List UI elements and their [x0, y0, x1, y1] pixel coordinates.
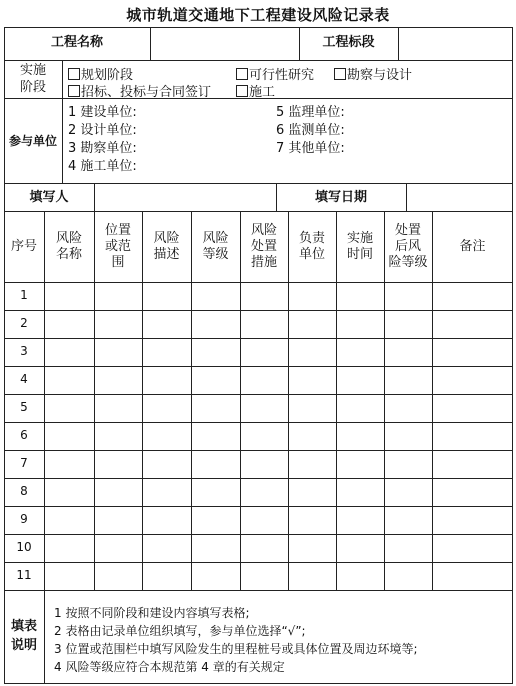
project-section-field[interactable]	[399, 33, 511, 55]
table-cell[interactable]	[337, 395, 384, 421]
column-header-text: 描述	[153, 246, 180, 262]
column-header	[44, 231, 94, 263]
table-cell[interactable]	[241, 423, 288, 449]
table-cell[interactable]	[192, 563, 240, 589]
table-cell[interactable]	[337, 479, 384, 505]
stage-label-line1: 实施	[19, 63, 46, 78]
row-number: 8	[20, 484, 28, 498]
table-cell[interactable]	[433, 479, 513, 505]
column-header	[191, 231, 240, 263]
form-title: 城市轨道交通地下工程建设风险记录表	[126, 6, 390, 24]
note-item-1: 1 按照不同阶段和建设内容填写表格;	[54, 606, 250, 620]
table-cell[interactable]	[241, 479, 288, 505]
table-cell[interactable]	[433, 451, 513, 477]
column-header-text: 时间	[346, 246, 373, 262]
table-cell[interactable]	[192, 283, 240, 309]
table-cell[interactable]	[95, 311, 142, 337]
checkbox-icon[interactable]	[334, 68, 346, 80]
table-cell[interactable]	[385, 423, 432, 449]
table-cell[interactable]	[433, 283, 513, 309]
table-cell[interactable]	[289, 479, 336, 505]
divider-participants	[4, 183, 513, 184]
table-cell[interactable]	[241, 507, 288, 533]
participant-surveyor: 3 勘察单位:	[68, 141, 137, 156]
table-cell[interactable]	[433, 507, 513, 533]
stage-option-bidding[interactable]: 招标、投标与合同签订	[68, 81, 211, 100]
table-cell[interactable]	[337, 311, 384, 337]
table-cell[interactable]	[433, 563, 513, 589]
table-cell[interactable]	[289, 451, 336, 477]
table-cell[interactable]	[241, 311, 288, 337]
frame-top	[4, 27, 513, 28]
table-cell[interactable]	[337, 535, 384, 561]
table-cell[interactable]	[143, 423, 191, 449]
row-number: 11	[16, 568, 32, 582]
notes-label-line1: 填表	[10, 619, 37, 634]
table-cell[interactable]	[45, 367, 94, 393]
row-number: 10	[16, 540, 32, 554]
participant-construction-owner: 1 建设单位:	[68, 105, 137, 120]
table-cell[interactable]	[289, 283, 336, 309]
stage-option-planning[interactable]: 规划阶段	[68, 64, 133, 83]
label-col-line	[62, 60, 63, 184]
row-number: 3	[20, 344, 28, 358]
column-header-text: 备注	[459, 238, 486, 254]
table-cell[interactable]	[95, 423, 142, 449]
note-item-4: 4 风险等级应符合本规范第 4 章的有关规定	[54, 660, 285, 674]
table-cell[interactable]	[143, 535, 191, 561]
table-cell[interactable]	[289, 423, 336, 449]
participant-contractor: 4 施工单位:	[68, 159, 137, 174]
table-cell[interactable]	[289, 563, 336, 589]
stage-option-feasibility[interactable]: 可行性研究	[236, 64, 314, 83]
table-cell[interactable]	[192, 479, 240, 505]
table-cell[interactable]	[143, 339, 191, 365]
table-cell[interactable]	[143, 563, 191, 589]
fill-date-label: 填写日期	[314, 190, 367, 205]
row-number: 6	[20, 428, 28, 442]
table-cell[interactable]	[337, 423, 384, 449]
table-cell[interactable]	[143, 507, 191, 533]
checkbox-icon[interactable]	[68, 68, 80, 80]
table-cell[interactable]	[143, 367, 191, 393]
table-cell[interactable]	[45, 339, 94, 365]
participant-designer: 2 设计单位:	[68, 123, 137, 138]
row-number: 4	[20, 372, 28, 386]
table-cell[interactable]	[192, 311, 240, 337]
table-cell[interactable]	[385, 507, 432, 533]
table-cell[interactable]	[289, 311, 336, 337]
column-header-text: 险等级	[388, 254, 428, 270]
table-cell[interactable]	[241, 395, 288, 421]
column-header	[142, 231, 191, 263]
table-cell[interactable]	[95, 395, 142, 421]
note-item-3: 3 位置或范围栏中填写风险发生的里程桩号或具体位置及周边环境等;	[54, 642, 418, 656]
table-cell[interactable]	[385, 367, 432, 393]
table-cell[interactable]	[337, 367, 384, 393]
project-name-field[interactable]	[151, 33, 298, 55]
table-cell[interactable]	[143, 479, 191, 505]
table-cell[interactable]	[95, 339, 142, 365]
table-cell[interactable]	[385, 283, 432, 309]
table-cell[interactable]	[289, 339, 336, 365]
column-header	[432, 239, 513, 255]
column-header-text: 风险	[153, 230, 180, 246]
table-cell[interactable]	[192, 535, 240, 561]
column-header-text: 风险	[202, 230, 229, 246]
table-cell[interactable]	[337, 339, 384, 365]
row-number: 7	[20, 456, 28, 470]
column-header-text: 位置	[104, 222, 131, 238]
table-cell[interactable]	[433, 311, 513, 337]
table-cell[interactable]	[143, 311, 191, 337]
notes-col-line	[44, 590, 45, 684]
row-number: 2	[20, 316, 28, 330]
column-header	[336, 231, 384, 263]
divider-header	[4, 60, 513, 61]
column-header-text: 风险	[55, 230, 82, 246]
table-cell[interactable]	[192, 507, 240, 533]
table-cell[interactable]	[433, 339, 513, 365]
participant-monitor: 6 监测单位:	[276, 123, 345, 138]
table-cell[interactable]	[45, 395, 94, 421]
note-item-2: 2 表格由记录单位组织填写，参与单位选择“√”;	[54, 624, 306, 638]
table-cell[interactable]	[241, 367, 288, 393]
column-header	[4, 239, 44, 255]
table-cell[interactable]	[241, 283, 288, 309]
row-number: 5	[20, 400, 28, 414]
filler-label: 填写人	[29, 190, 69, 205]
table-cell[interactable]	[241, 563, 288, 589]
column-header	[94, 223, 142, 271]
table-cell[interactable]	[289, 395, 336, 421]
table-cell[interactable]	[143, 395, 191, 421]
table-cell[interactable]	[95, 451, 142, 477]
table-cell[interactable]	[385, 563, 432, 589]
column-header-text: 措施	[250, 254, 277, 270]
column-header-text: 风险	[250, 222, 277, 238]
table-cell[interactable]	[192, 423, 240, 449]
column-header-text: 等级	[202, 246, 229, 262]
participant-other: 7 其他单位:	[276, 141, 345, 156]
table-cell[interactable]	[95, 479, 142, 505]
frame-bottom	[4, 683, 513, 684]
table-cell[interactable]	[241, 339, 288, 365]
table-cell[interactable]	[289, 507, 336, 533]
divider-filler	[4, 211, 513, 212]
table-cell[interactable]	[45, 535, 94, 561]
table-cell[interactable]	[95, 535, 142, 561]
table-cell[interactable]	[433, 367, 513, 393]
column-header-text: 实施	[346, 230, 373, 246]
stage-label-line2: 阶段	[19, 80, 46, 95]
table-cell[interactable]	[45, 423, 94, 449]
column-header-text: 单位	[298, 246, 325, 262]
column-header-text: 后风	[394, 238, 421, 254]
column-header-text: 名称	[55, 246, 82, 262]
table-cell[interactable]	[385, 395, 432, 421]
column-header-text: 序号	[10, 238, 37, 254]
column-header-text: 处置	[394, 222, 421, 238]
table-cell[interactable]	[192, 339, 240, 365]
checkbox-icon[interactable]	[236, 85, 248, 97]
table-cell[interactable]	[45, 479, 94, 505]
table-cell[interactable]	[385, 339, 432, 365]
table-cell[interactable]	[433, 423, 513, 449]
column-header	[240, 223, 288, 271]
participant-supervisor: 5 监理单位:	[276, 105, 345, 120]
table-cell[interactable]	[192, 451, 240, 477]
table-cell[interactable]	[337, 451, 384, 477]
table-cell[interactable]	[45, 507, 94, 533]
table-cell[interactable]	[192, 367, 240, 393]
table-cell[interactable]	[433, 535, 513, 561]
table-cell[interactable]	[289, 367, 336, 393]
table-cell[interactable]	[95, 367, 142, 393]
checkbox-icon[interactable]	[236, 68, 248, 80]
project-name-label: 工程名称	[50, 35, 103, 50]
table-cell[interactable]	[95, 563, 142, 589]
divider-notes	[4, 590, 513, 591]
table-cell[interactable]	[95, 283, 142, 309]
filler-field[interactable]	[95, 185, 275, 210]
table-cell[interactable]	[385, 479, 432, 505]
table-cell[interactable]	[241, 535, 288, 561]
notes-label-line2: 说明	[10, 638, 37, 653]
table-cell[interactable]	[337, 563, 384, 589]
table-cell[interactable]	[385, 451, 432, 477]
table-cell[interactable]	[143, 451, 191, 477]
table-cell[interactable]	[192, 395, 240, 421]
table-cell[interactable]	[433, 395, 513, 421]
column-header	[288, 231, 336, 263]
column-header-text: 负责	[298, 230, 325, 246]
project-section-label: 工程标段	[322, 35, 375, 50]
table-cell[interactable]	[385, 311, 432, 337]
table-cell[interactable]	[241, 451, 288, 477]
table-cell[interactable]	[143, 283, 191, 309]
table-cell[interactable]	[337, 283, 384, 309]
column-header-text: 处置	[250, 238, 277, 254]
table-cell[interactable]	[45, 563, 94, 589]
table-cell[interactable]	[385, 535, 432, 561]
stage-option-survey-design[interactable]: 勘察与设计	[334, 64, 412, 83]
fill-date-field[interactable]	[407, 185, 511, 210]
participants-label: 参与单位	[8, 134, 57, 148]
table-cell[interactable]	[45, 311, 94, 337]
table-cell[interactable]	[289, 535, 336, 561]
table-cell[interactable]	[45, 451, 94, 477]
table-cell[interactable]	[45, 283, 94, 309]
column-header-text: 或范	[104, 238, 131, 254]
stage-option-construction[interactable]: 施工	[236, 81, 275, 100]
risk-record-sheet	[4, 27, 513, 684]
table-cell[interactable]	[95, 507, 142, 533]
checkbox-icon[interactable]	[68, 85, 80, 97]
row-number: 9	[20, 512, 28, 526]
table-cell[interactable]	[337, 507, 384, 533]
column-header-text: 围	[111, 254, 125, 270]
column-header	[384, 223, 432, 271]
row-number: 1	[20, 288, 28, 302]
